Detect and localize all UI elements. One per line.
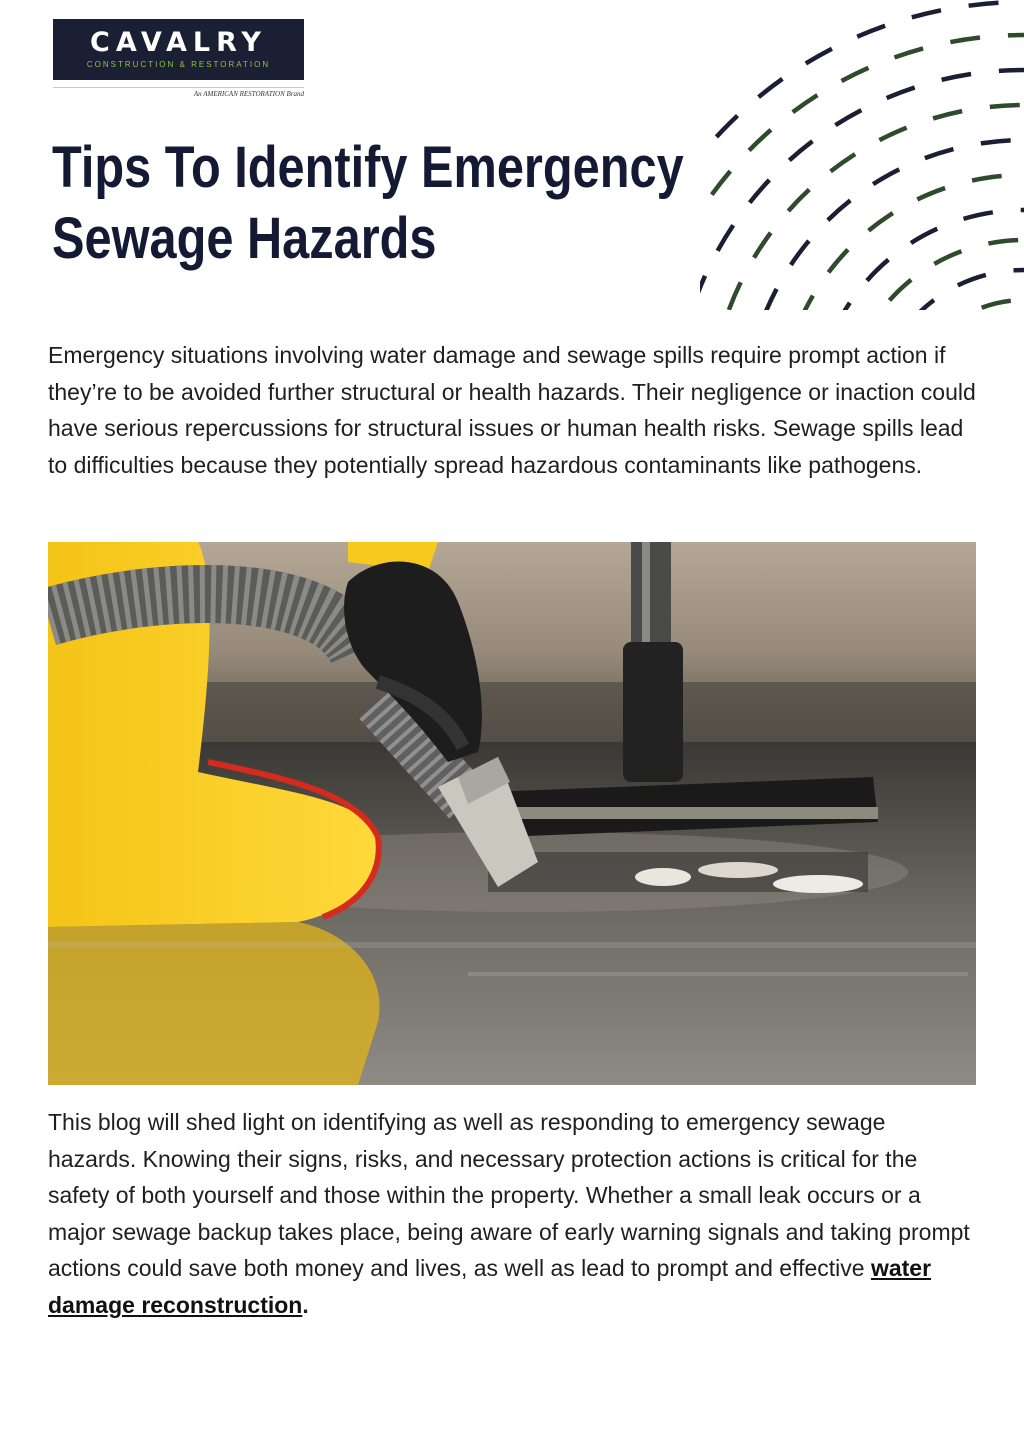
intro-paragraph: Emergency situations involving water damage and sewage spills require prompt action if they’re to be avoided further structural or health hazards. Their negligence or inaction could have serious repercussions for structural issues or human health risks. Sewage spills lead to difficulties because they potentially spread hazardous contaminants like pathogens.	[48, 342, 976, 478]
page-title	[52, 132, 684, 274]
brand-name: CAVALRY	[90, 27, 267, 58]
water-damage-reconstruction-link[interactable]: water damage reconstruction	[48, 1255, 932, 1318]
logo-divider	[53, 87, 304, 88]
brand-logo[interactable]	[53, 19, 304, 80]
body-text: This blog will shed light on identifying as well as responding to emergency sewage hazards. Knowing their signs, risks, and necessary protection actions is critical for the safety of both yourself and those within the property. Whether a small leak occurs or a major sewage backup takes place, being aware of early warning signals and taking prompt actions could save both money and lives, as well as lead to prompt and effective	[48, 1109, 970, 1282]
parent-brand: An AMERICAN RESTORATION Brand	[193, 90, 304, 98]
body-paragraph	[48, 1104, 978, 1324]
decorative-arcs	[700, 0, 1024, 310]
sewage-cleanup-illustration	[48, 542, 976, 1085]
title-line-1: Tips To Identify Emergency	[52, 135, 684, 200]
brand-tagline: CONSTRUCTION & RESTORATION	[86, 60, 271, 69]
title-line-2: Sewage Hazards	[52, 206, 437, 271]
hero-image	[48, 542, 976, 1085]
body-end: .	[302, 1291, 309, 1318]
